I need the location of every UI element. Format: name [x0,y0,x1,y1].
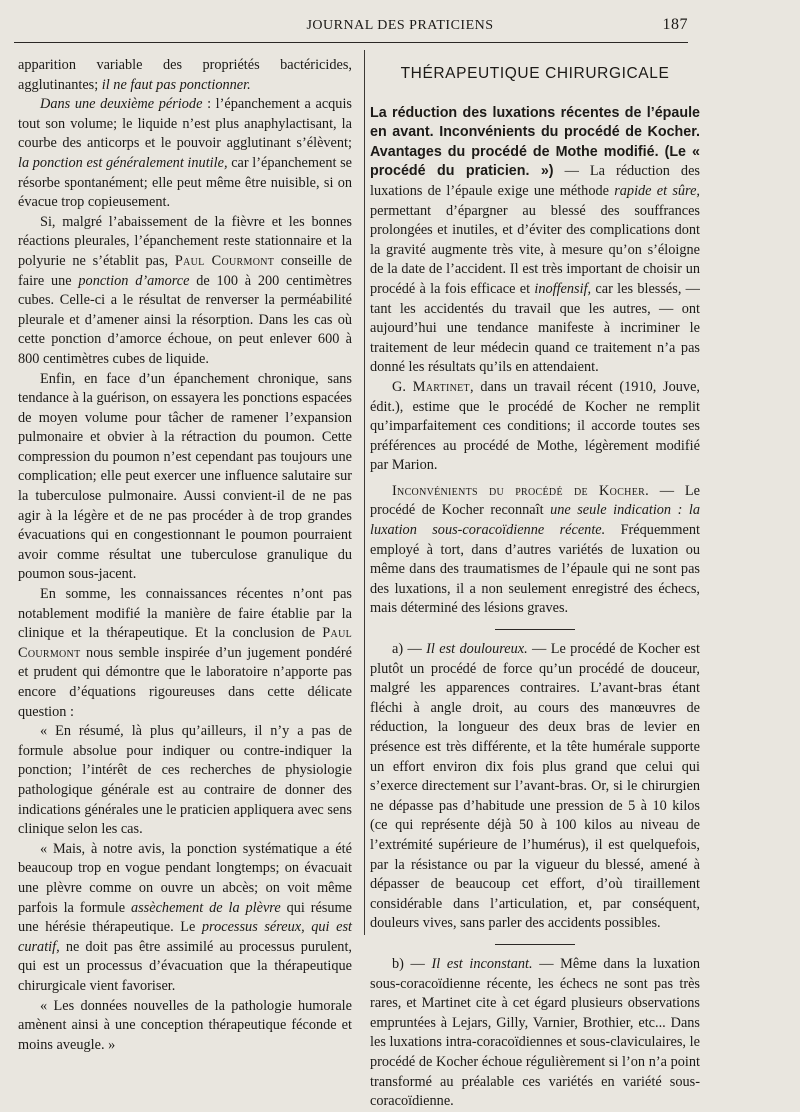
text-run: La réduction des luxations récentes de l’épaule en avant. Inconvénients du procédé de Kocher. Avantages du procédé de Mothe modifié. (Le « procédé du praticien. ») [370,104,700,180]
section-title: THÉRAPEUTIQUE CHIRURGICALE [400,65,670,82]
text-run: b) — [392,955,432,972]
text-run: Paul Courmont [18,625,352,661]
text-run: Paul Courmont [174,252,275,269]
text-run: rapide et sûre, [614,182,700,199]
text-run: En somme, les connaissances récentes n’ont pas notablement modifié la manière de faire établie par la clinique et la thérapeutique. Et la conclusion de [18,586,352,642]
right-paragraph-2 [370,378,700,476]
text-run: assèchement de la plèvre [130,899,281,916]
text-run: Dans une deuxième période [40,96,203,113]
text-run: , dans un travail récent (1910, Jouve, édit.), estime que le procédé de Kocher ne remplit qu’imparfaitement ces conditions; il accorde toutes ses préférences au procédé de Mothe, légèrement modifié par Marion. [370,378,700,474]
header-rule [14,42,688,43]
text-run: il ne faut pas ponctionner. [101,76,251,93]
left-paragraph-5 [18,585,352,722]
text-run: Inconvénients du procédé de Kocher. [392,482,649,499]
text-run: — Le procédé de Kocher reconnaît [370,482,700,519]
text-run: a) — [392,641,427,658]
right-column [370,56,700,1112]
left-paragraph-8: « Les données nouvelles de la pathologie humorale amènent ainsi à une conception thérapeutique féconde et moins aveugle. » [18,997,352,1053]
text-run: ne doit pas être assimilé au processus purulent, qui est un processus d’évacuation que la thérapeutique chirurgicale vient favoriser. [18,938,352,994]
section-rule-2 [495,944,575,945]
text-run: processus séreux, qui est curatif, [18,919,352,955]
section-rule-1 [495,629,575,630]
text-run: inoffensif, [534,280,592,297]
left-paragraph-3 [18,213,352,370]
column-divider [364,50,365,935]
text-run: Fréquemment employé à tort, dans d’autres variétés de luxation ou même dans des traumatismes de l’épaule qui ne sont pas des luxations, il a non seulement enregistré des échecs, mais déterminé des lésions graves. [370,522,700,617]
text-run: « Mais, à notre avis, la ponction systématique a été beaucoup trop en vogue pendant longtemps; on évacuait une plèvre comme on ouvre un abcès; on voit même parfois la formule [18,840,352,916]
left-paragraph-2 [18,95,352,213]
page-header [0,14,800,34]
text-run: : l’épanchement a acquis tout son volume; le liquide n’est plus anaphylactisant, la courbe des anticorps et le pouvoir agglutinant s’élèvent; [18,96,352,152]
text-run: conseille de faire une [18,252,352,289]
text-run: Il est inconstant. [431,955,533,972]
right-paragraph-3 [370,482,700,619]
text-run: Martinet [412,378,470,395]
left-paragraph-7 [18,840,352,997]
text-run: Il est douloureux. [426,641,528,658]
text-run: car l’épanchement se résorbe spontanément; elle peut même être nuisible, si on évacue trop copieusement. [18,154,352,211]
text-run: — La réduction des luxations de l’épaule exige une méthode [370,163,700,199]
running-title: JOURNAL DES PRATICIENS [306,18,494,33]
text-run: ponction d’amorce [78,272,190,289]
text-run: une seule indication : la luxation sous-coracoïdienne récente. [370,502,700,539]
left-paragraph-4: Enfin, en face d’un épanchement chronique, sans tendance à la guérison, on essayera les ponctions espacées de moyen volume pour tâcher de ramener l’expansion pulmonaire et obvier à la rétraction du poumon. Cette compression du poumon n’est cependant pas toujours une complication; elle peut exercer une influence salutaire sur la tuberculose pulmonaire. Aussi convient-il de ne pas agir à la légère et de ne pas procéder à de trop grandes évacuations qui en congestionnant le poumon pourraient avoir comme résultat une tuberculose granulique du poumon sous-jacent. [18,370,352,583]
text-run: car les blessés, — tant les accidentés du travail que les autres, — ont aujourd’hui une tendance manifeste à incriminer le traitement de leur médecin quand ce traitement n’a pas donné les résultats qu’ils en attendaient. [370,280,700,376]
text-run: la ponction est généralement inutile, [18,154,228,171]
text-run: apparition variable des propriétés bactéricides, agglutinantes; [18,57,352,93]
page-number: 187 [662,16,688,33]
left-paragraph-1 [18,56,352,95]
right-paragraph-5 [370,955,700,1112]
text-run: nous semble inspirée d’un jugement pondéré et prudent qui démontre que le laboratoire n’apporte pas encore d’équations rigoureuses dans cette délicate question : [18,644,352,720]
article-lead-paragraph [370,104,700,378]
left-column [18,56,352,1055]
text-run: permettant d’épargner au blessé des souffrances prolongées et inutiles, et d’éviter des complications dont la gravité augmente très vite, à mesure qu’on s’éloigne de la date de l’accident. Il est très important de choisir un procédé à la fois efficace et [370,202,700,297]
text-run: Si, malgré l’abaissement de la fièvre et les bonnes réactions pleurales, l’épanchement reste stationnaire et la polyurie ne s’établit pas, [18,213,352,269]
text-run: G. [392,378,413,395]
left-paragraph-6: « En résumé, là plus qu’ailleurs, il n’y a pas de formule absolue pour indiquer ou contre-indiquer la ponction; l’intérêt de ces recherches de physiologie pathologique générale est au contraire de donner des indications générales une le praticien appliquera avec sens clinique selon les cas. [18,723,352,838]
text-run: de 100 à 200 centimètres cubes. Celle-ci a le résultat de renverser la perméabilité pleurale et d’amener ainsi la résorption. Dans les cas où cette ponction d’amorce échoue, on peut enlever 600 à 800 centimètres cubes de liquide. [18,272,352,367]
right-paragraph-4 [370,640,700,934]
text-run: — Même dans la luxation sous-coracoïdienne récente, les échecs ne sont pas très rares, et Martinet cite à cet égard plusieurs observations empruntées à Lejars, Gilly, Varnier, Brothier, etc... Dans les luxations intra-coracoïdiennes et sous-claviculaires, le procédé de Kocher échoue régulièrement si l’on n’a point transformé au préalable ces variétés en variété sous-coracoïdienne. [370,955,701,1110]
text-run: — Le procédé de Kocher est plutôt un procédé de force qu’un procédé de douceur, malgré les apparences contraires. L’avant-bras étant fléchi à angle droit, au cours des manœuvres de réduction, la longueur des deux bras de levier en présence est très différente, et la tête humérale supporte un effort environ dix fois plus grand que celui qui s’exerce directement sur l’avant-bras. Or, si le chirurgien ne dépasse pas d’habitude une pression de 5 à 10 kilos (ce qui représente déjà 50 à 100 kilos au niveau de l’extrémité supérieure de l’humérus), il est quelquefois, par la résistance ou par la vigueur du blessé, amené à dépasser de beaucoup cet effort, d’où tiraillement considérable dans l’articulation, et, par conséquent, douleurs vives, sans parler des accidents possibles. [370,641,700,932]
text-run: qui résume une hérésie thérapeutique. Le [18,899,353,936]
